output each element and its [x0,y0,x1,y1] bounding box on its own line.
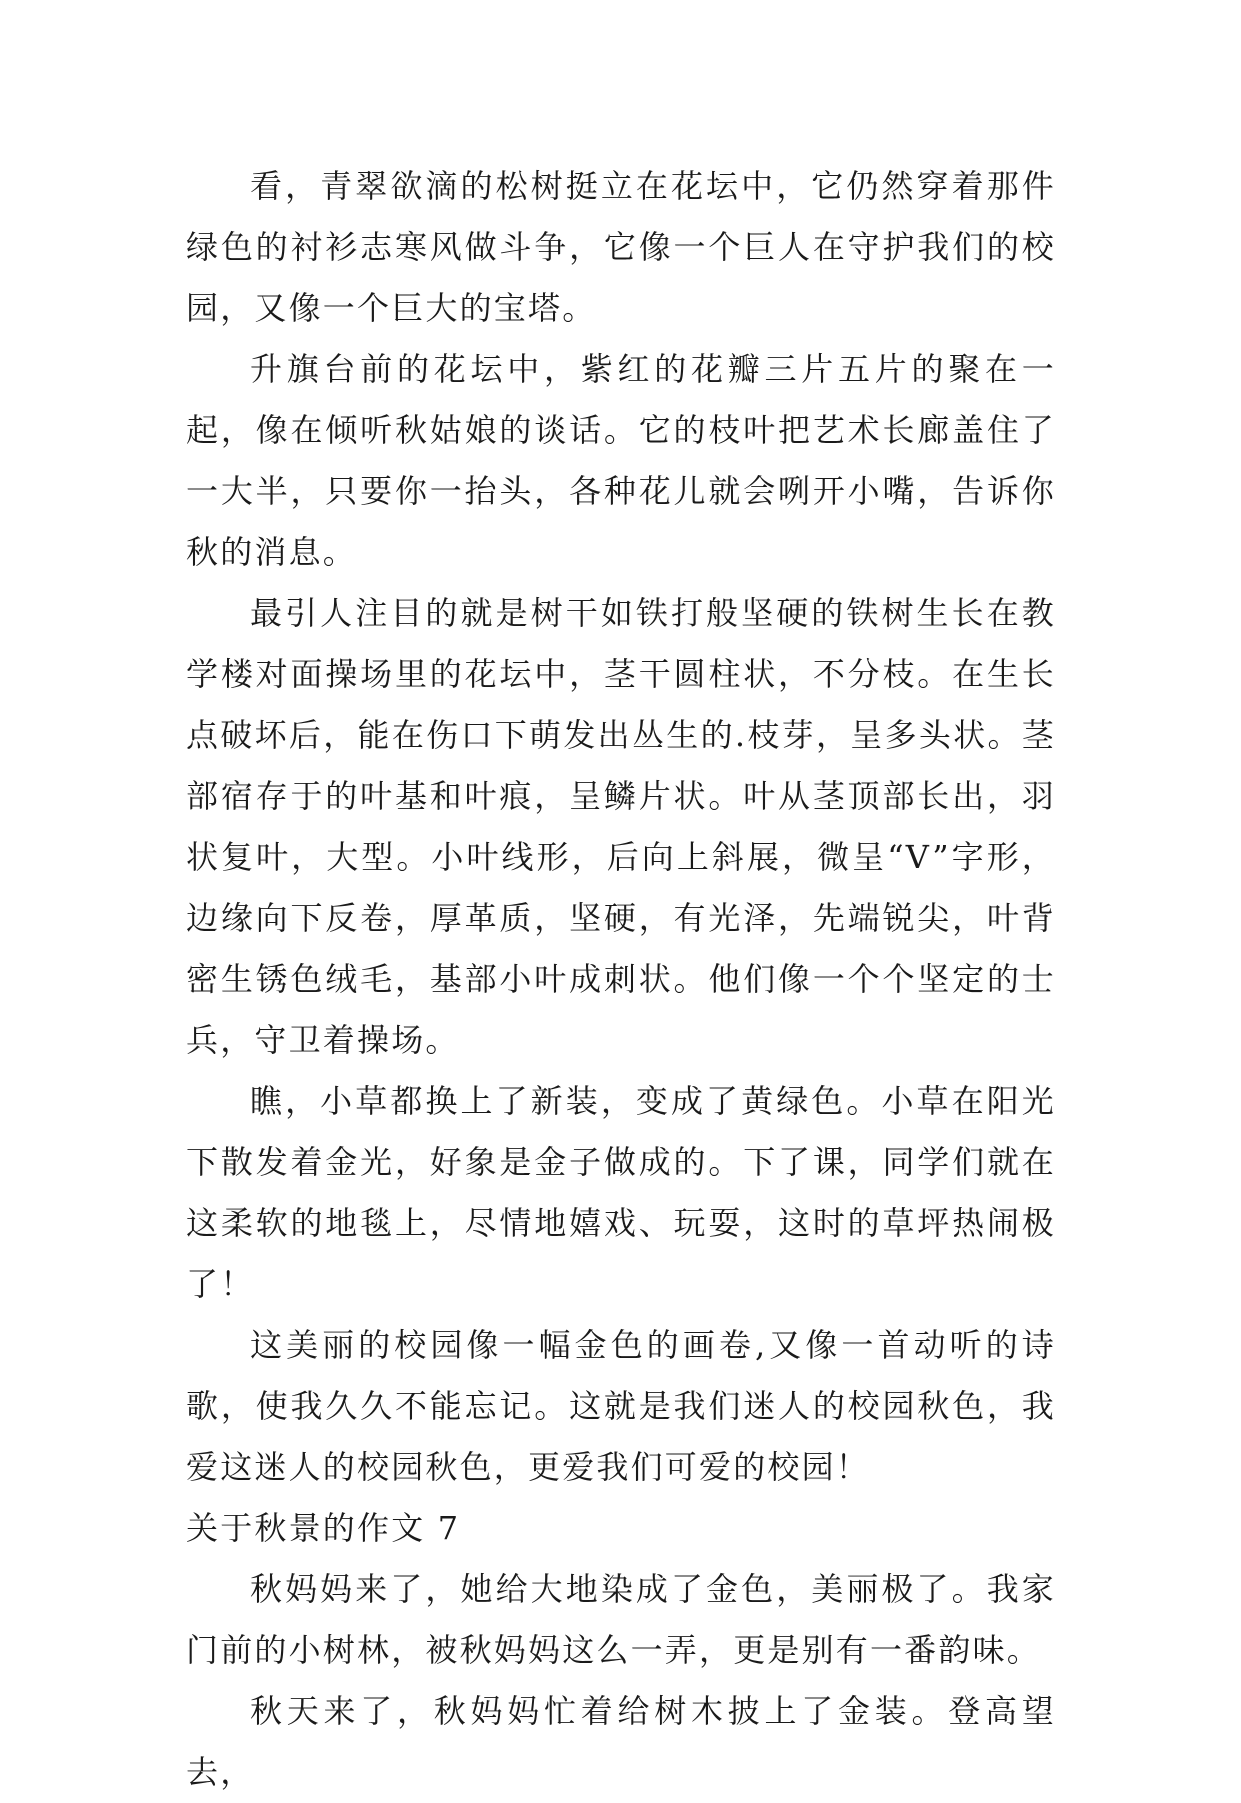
section-title: 关于秋景的作文 7 [186,1509,461,1547]
document-body [186,156,1056,1803]
paragraph-conclusion: 这美丽的校园像一幅金色的画卷,又像一首动听的诗歌，使我久久不能忘记。这就是我们迷人的校园秋色，我爱这迷人的校园秋色，更爱我们可爱的校园！ [186,1326,1056,1486]
paragraph-grass: 瞧，小草都换上了新装，变成了黄绿色。小草在阳光下散发着金光，好象是金子做成的。下了课，同学们就在这柔软的地毯上，尽情地嬉戏、玩耍，这时的草坪热闹极了！ [186,1082,1056,1303]
paragraph-cycad: 最引人注目的就是树干如铁打般坚硬的铁树生长在教学楼对面操场里的花坛中，茎干圆柱状，不分枝。在生长点破坏后，能在伤口下萌发出丛生的.枝芽，呈多头状。茎部宿存于的叶基和叶痕，呈鳞片状。叶从茎顶部长出，羽状复叶，大型。小叶线形，后向上斜展，微呈“V”字形，边缘向下反卷，厚革质，坚硬，有光泽，先端锐尖，叶背密生锈色绒毛，基部小叶成刺状。他们像一个个坚定的士兵，守卫着操场。 [186,594,1056,1059]
paragraph-pine-tree: 看，青翠欲滴的松树挺立在花坛中，它仍然穿着那件绿色的衬衫志寒风做斗争，它像一个巨人在守护我们的校园，又像一个巨大的宝塔。 [186,167,1056,327]
paragraph-flower-bed: 升旗台前的花坛中，紫红的花瓣三片五片的聚在一起，像在倾听秋姑娘的谈话。它的枝叶把艺术长廊盖住了一大半，只要你一抬头，各种花儿就会咧开小嘴，告诉你秋的消息。 [186,350,1056,571]
paragraph-autumn-trees: 秋天来了，秋妈妈忙着给树木披上了金装。登高望去， [186,1692,1056,1791]
paragraph-autumn-mother: 秋妈妈来了，她给大地染成了金色，美丽极了。我家门前的小树林，被秋妈妈这么一弄，更是别有一番韵味。 [186,1570,1056,1669]
